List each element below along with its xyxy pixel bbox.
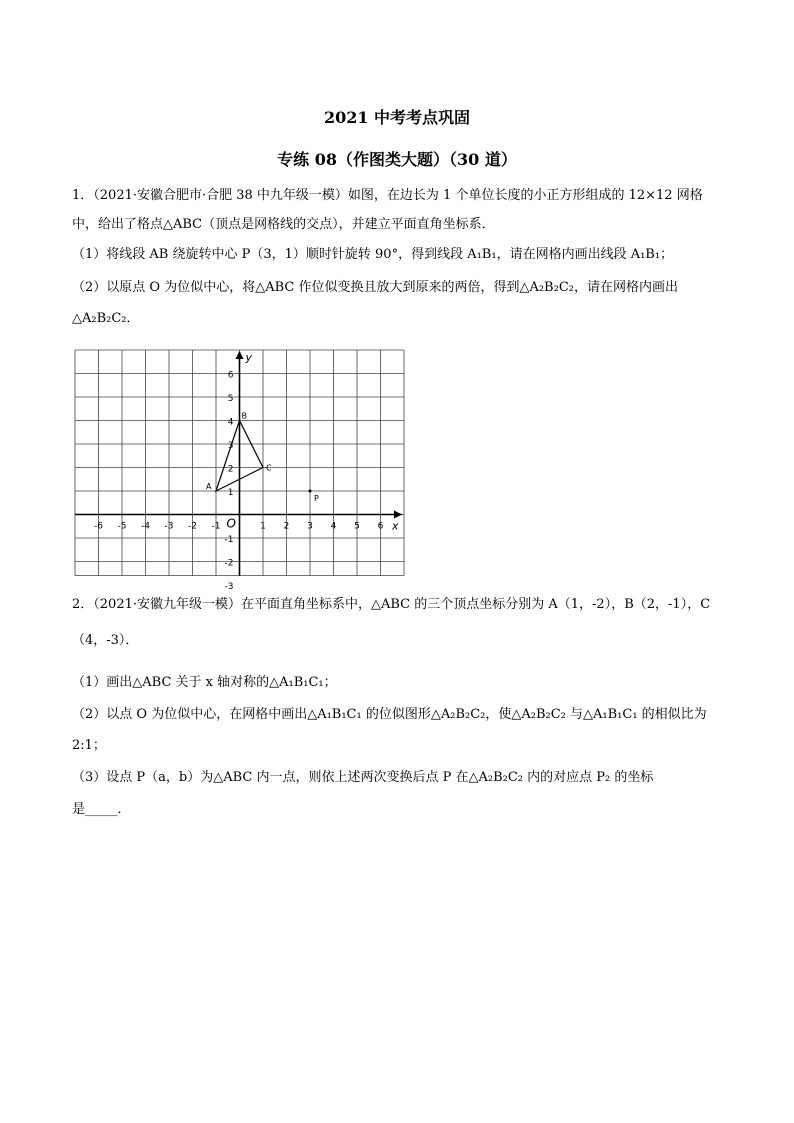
y-tick-label: -1 bbox=[224, 535, 234, 545]
coordinate-grid-svg bbox=[74, 349, 406, 592]
x-tick-label: -2 bbox=[188, 521, 197, 532]
y-tick-label: 5 bbox=[227, 394, 234, 404]
x-tick-label: -5 bbox=[117, 521, 127, 532]
y-tick-label: 1 bbox=[227, 488, 234, 498]
q2-stem-line-2: （4，-3）． bbox=[72, 633, 139, 648]
x-tick-label: 4 bbox=[330, 521, 337, 532]
x-tick-label: 1 bbox=[260, 521, 266, 532]
document-subtitle: 专练 08（作图类大题）（30 道） bbox=[277, 150, 517, 169]
y-tick-label: 6 bbox=[227, 370, 234, 381]
y-tick-label: 3 bbox=[227, 441, 234, 451]
y-tick-label: 2 bbox=[227, 464, 234, 475]
q2-part-1: （1）画出△ABC 关于 x 轴对称的△A₁B₁C₁； bbox=[72, 675, 337, 690]
x-tick-label: 5 bbox=[354, 521, 360, 532]
x-axis-label: x bbox=[392, 519, 399, 533]
q2-part-2-line-2: 2:1； bbox=[72, 738, 106, 753]
q1-part-2-line-1: （2）以原点 O 为位似中心，将△ABC 作位似变换且放大到原来的两倍，得到△A₂B₂C₂，请在网格内画出 bbox=[72, 280, 678, 295]
x-tick-label: -4 bbox=[141, 521, 150, 532]
q1-part-2-line-2: △A₂B₂C₂． bbox=[72, 311, 140, 326]
q1-part-1: （1）将线段 AB 绕旋转中心 P（3，1）顺时针旋转 90°，得到线段 A₁B₁，请在网格内画出线段 A₁B₁； bbox=[72, 247, 674, 262]
y-tick-label: -3 bbox=[224, 582, 234, 592]
point-c-label: C bbox=[266, 463, 272, 473]
q2-part-3-line-1: （3）设点 P（a，b）为△ABC 内一点，则依上述两次变换后点 P 在△A₂B₂C₂ 内的对应点 P₂ 的坐标 bbox=[72, 770, 654, 785]
y-tick-label: -2 bbox=[224, 558, 234, 569]
y-axis-label: y bbox=[245, 351, 253, 364]
x-tick-label: -3 bbox=[164, 521, 174, 532]
point-p-marker bbox=[309, 490, 312, 493]
x-tick-label: -1 bbox=[211, 521, 221, 532]
q1-stem-line-2: 中，给出了格点△ABC（顶点是网格线的交点），并建立平面直角坐标系． bbox=[72, 217, 495, 232]
x-tick-label: 6 bbox=[377, 521, 384, 532]
q2-part-3-line-2: 是_____． bbox=[72, 802, 131, 817]
y-axis-arrow bbox=[236, 351, 244, 359]
x-tick-label: 3 bbox=[307, 521, 313, 532]
q1-stem-line-1: 1．（2021·安徽合肥市·合肥 38 中九年级一模）如图，在边长为 1 个单位长度的小正方形组成的 12×12 网格 bbox=[72, 188, 703, 203]
origin-label: O bbox=[226, 516, 236, 531]
x-tick-label: -6 bbox=[94, 521, 103, 532]
point-b-label: B bbox=[241, 411, 247, 421]
x-axis-arrow bbox=[394, 511, 402, 519]
q2-stem-line-1: 2．（2021·安徽九年级一模）在平面直角坐标系中，△ABC 的三个顶点坐标分别为 A（1，-2），B（2，-1），C bbox=[72, 597, 711, 612]
document-title: 2021 中考考点巩固 bbox=[323, 108, 471, 127]
point-a-label: A bbox=[206, 482, 212, 491]
q2-part-2-line-1: （2）以点 O 为位似中心，在网格中画出△A₁B₁C₁ 的位似图形△A₂B₂C₂，使△A₂B₂C₂ 与△A₁B₁C₁ 的相似比为 bbox=[72, 707, 707, 722]
point-p-label: P bbox=[314, 494, 319, 503]
x-tick-label: 2 bbox=[283, 521, 290, 532]
y-tick-label: 4 bbox=[227, 417, 234, 428]
coordinate-grid-figure bbox=[74, 349, 406, 592]
